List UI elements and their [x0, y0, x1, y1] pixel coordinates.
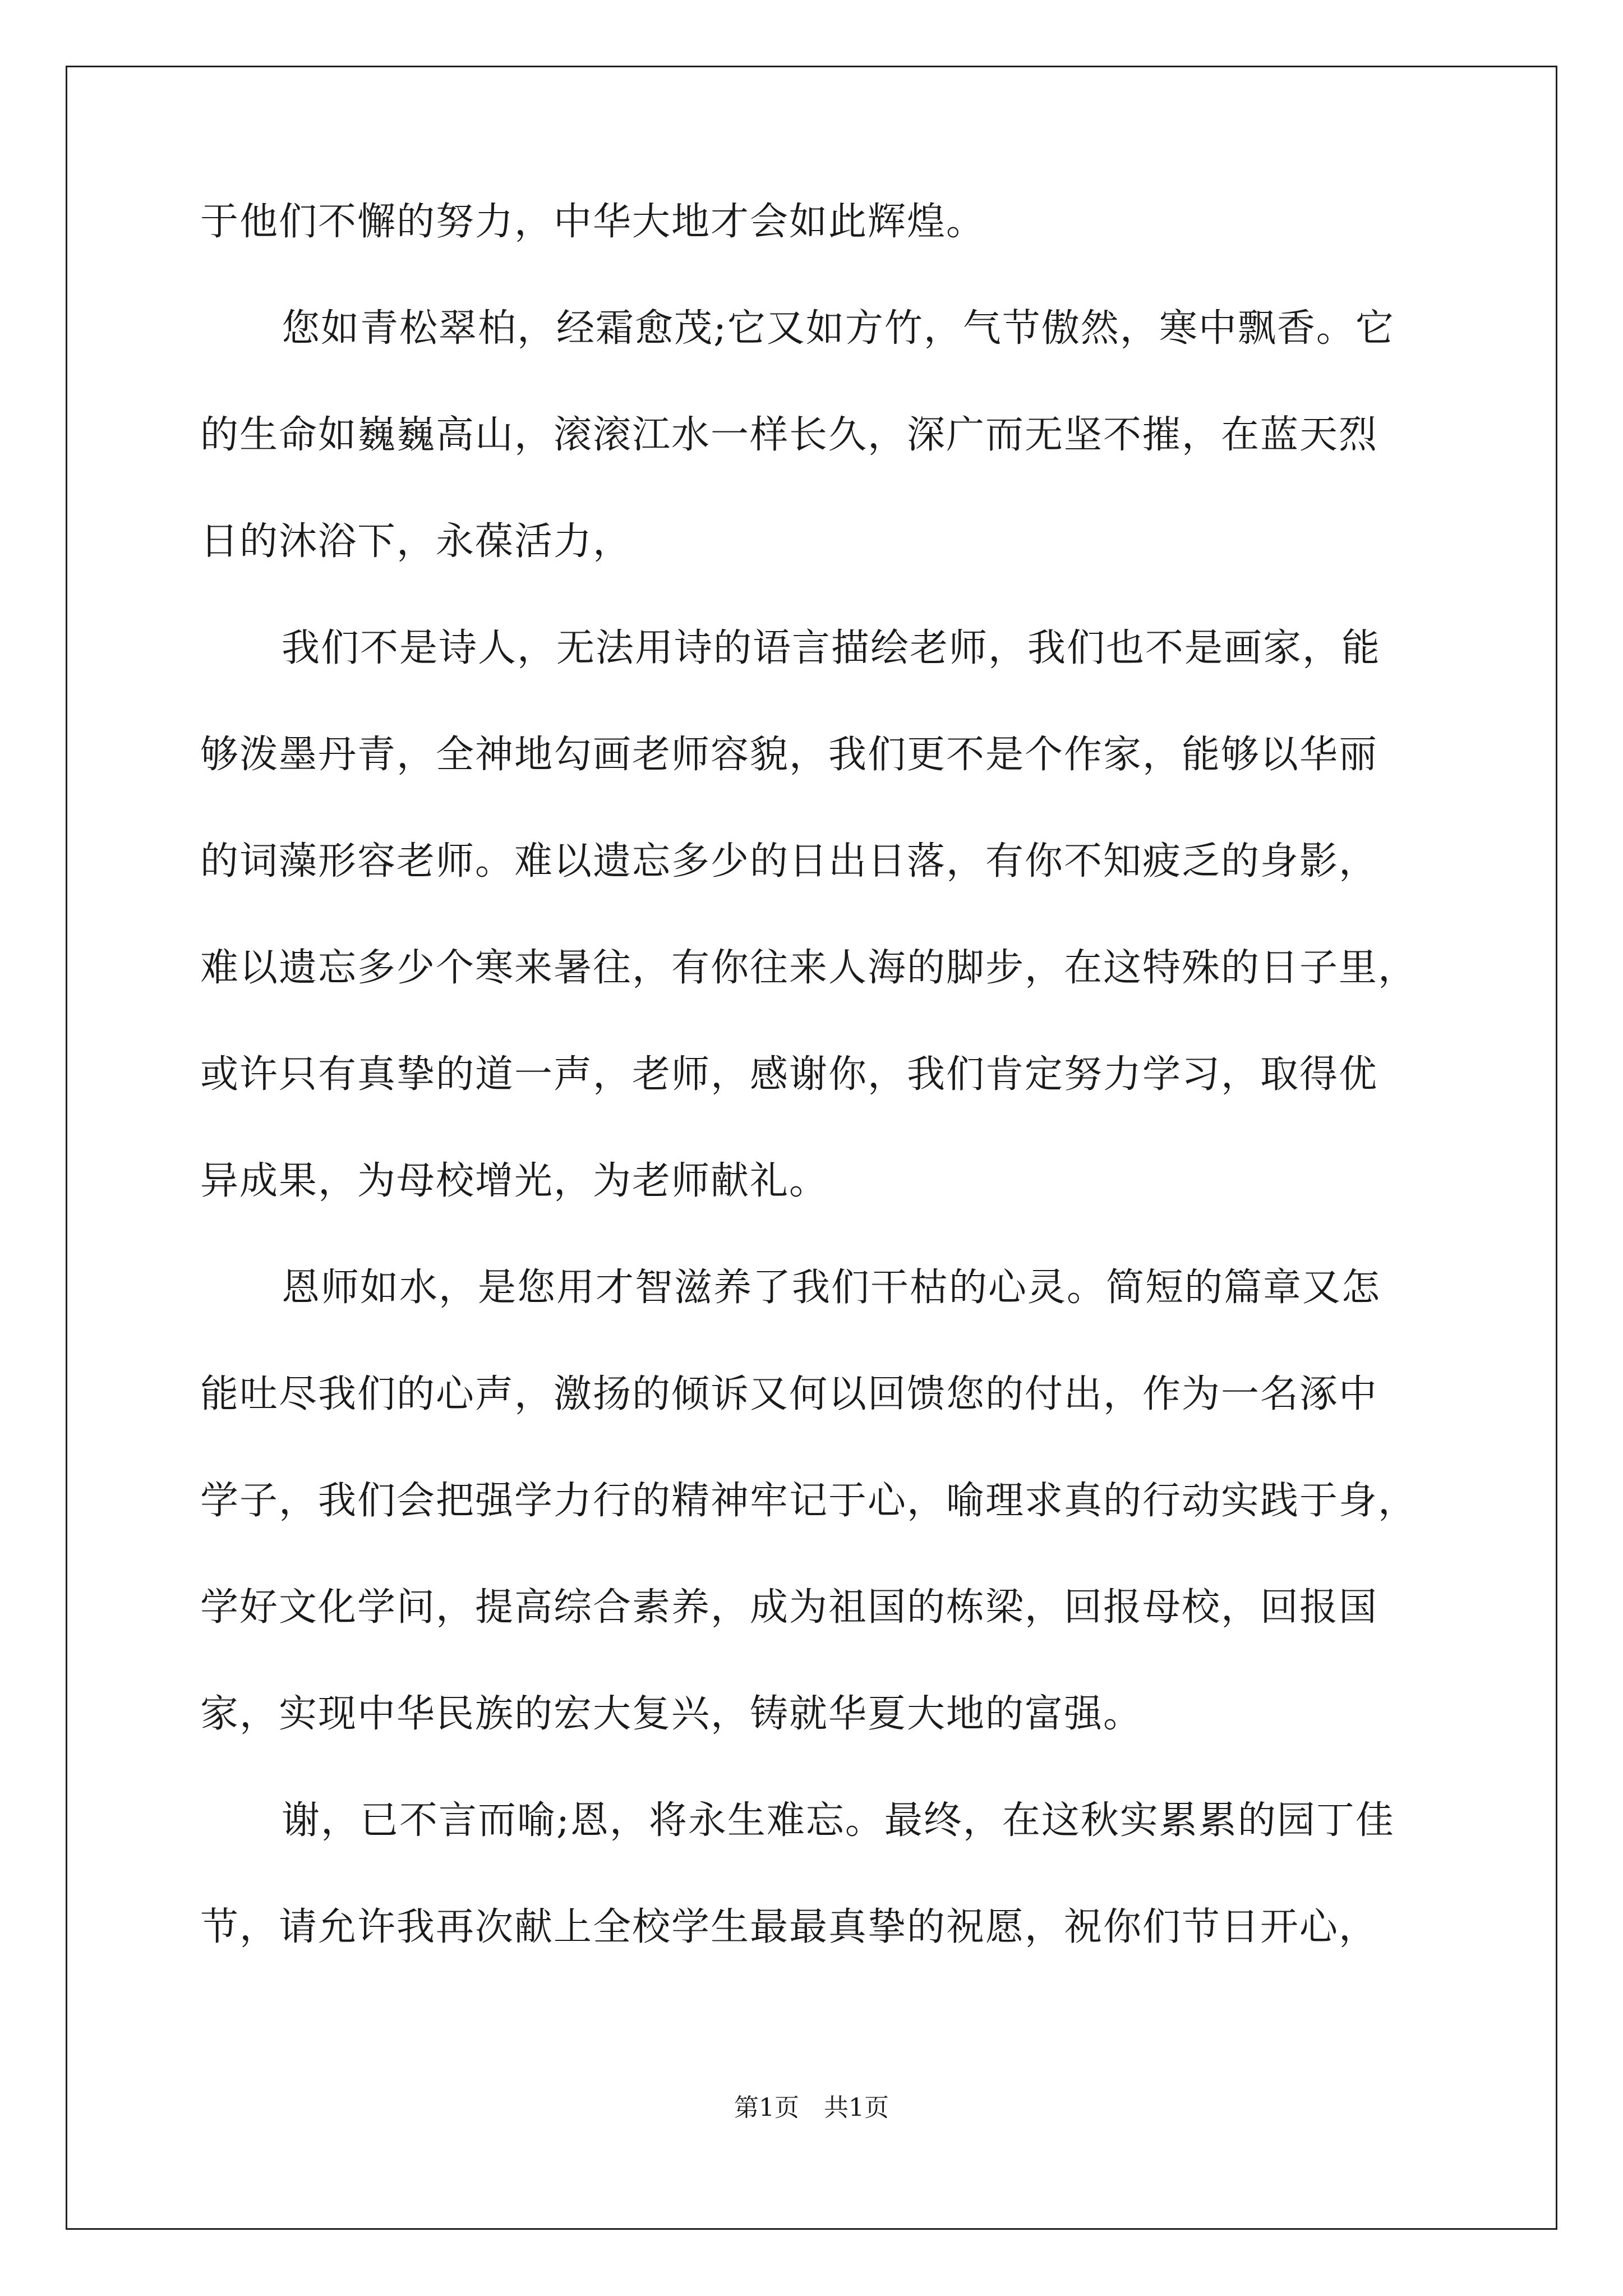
- text-line: 我们不是诗人，无法用诗的语言描绘老师，我们也不是画家，能: [282, 626, 1381, 670]
- text-line: 您如青松翠柏，经霜愈茂;它又如方竹，气节傲然，寒中飘香。它: [282, 306, 1395, 351]
- page-footer: 第1页 共1页: [734, 2093, 889, 2122]
- text-line: 能吐尽我们的心声，激扬的倾诉又何以回馈您的付出，作为一名涿中: [200, 1372, 1378, 1416]
- text-line: 够泼墨丹青，全神地勾画老师容貌，我们更不是个作家，能够以华丽: [200, 733, 1378, 777]
- text-line: 或许只有真挚的道一声，老师，感谢你，我们肯定努力学习，取得优: [200, 1052, 1378, 1097]
- text-line: 难以遗忘多少个寒来暑往，有你往来人海的脚步，在这特殊的日子里，: [200, 946, 1418, 990]
- text-line: 异成果，为母校增光，为老师献礼。: [200, 1159, 829, 1203]
- text-line: 恩师如水，是您用才智滋养了我们干枯的心灵。简短的篇章又怎: [282, 1266, 1381, 1310]
- text-line: 节，请允许我再次献上全校学生最最真挚的祝愿，祝你们节日开心，: [200, 1905, 1378, 1949]
- text-line: 于他们不懈的努力，中华大地才会如此辉煌。: [200, 200, 986, 244]
- document-body: [200, 196, 1490, 2008]
- text-line: 学子，我们会把强学力行的精神牢记于心，喻理求真的行动实践于身，: [200, 1479, 1418, 1523]
- text-line: 学好文化学问，提高综合素养，成为祖国的栋梁，回报母校，回报国: [200, 1585, 1378, 1630]
- text-line: 的词藻形容老师。难以遗忘多少的日出日落，有你不知疲乏的身影，: [200, 839, 1378, 884]
- text-line: 谢，已不言而喻;恩，将永生难忘。最终，在这秋实累累的园丁佳: [282, 1798, 1395, 1843]
- text-line: 的生命如巍巍高山，滚滚江水一样长久，深广而无坚不摧，在蓝天烈: [200, 413, 1378, 457]
- text-line: 家，实现中华民族的宏大复兴，铸就华夏大地的富强。: [200, 1692, 1143, 1736]
- text-line: 日的沐浴下，永葆活力，: [200, 519, 633, 564]
